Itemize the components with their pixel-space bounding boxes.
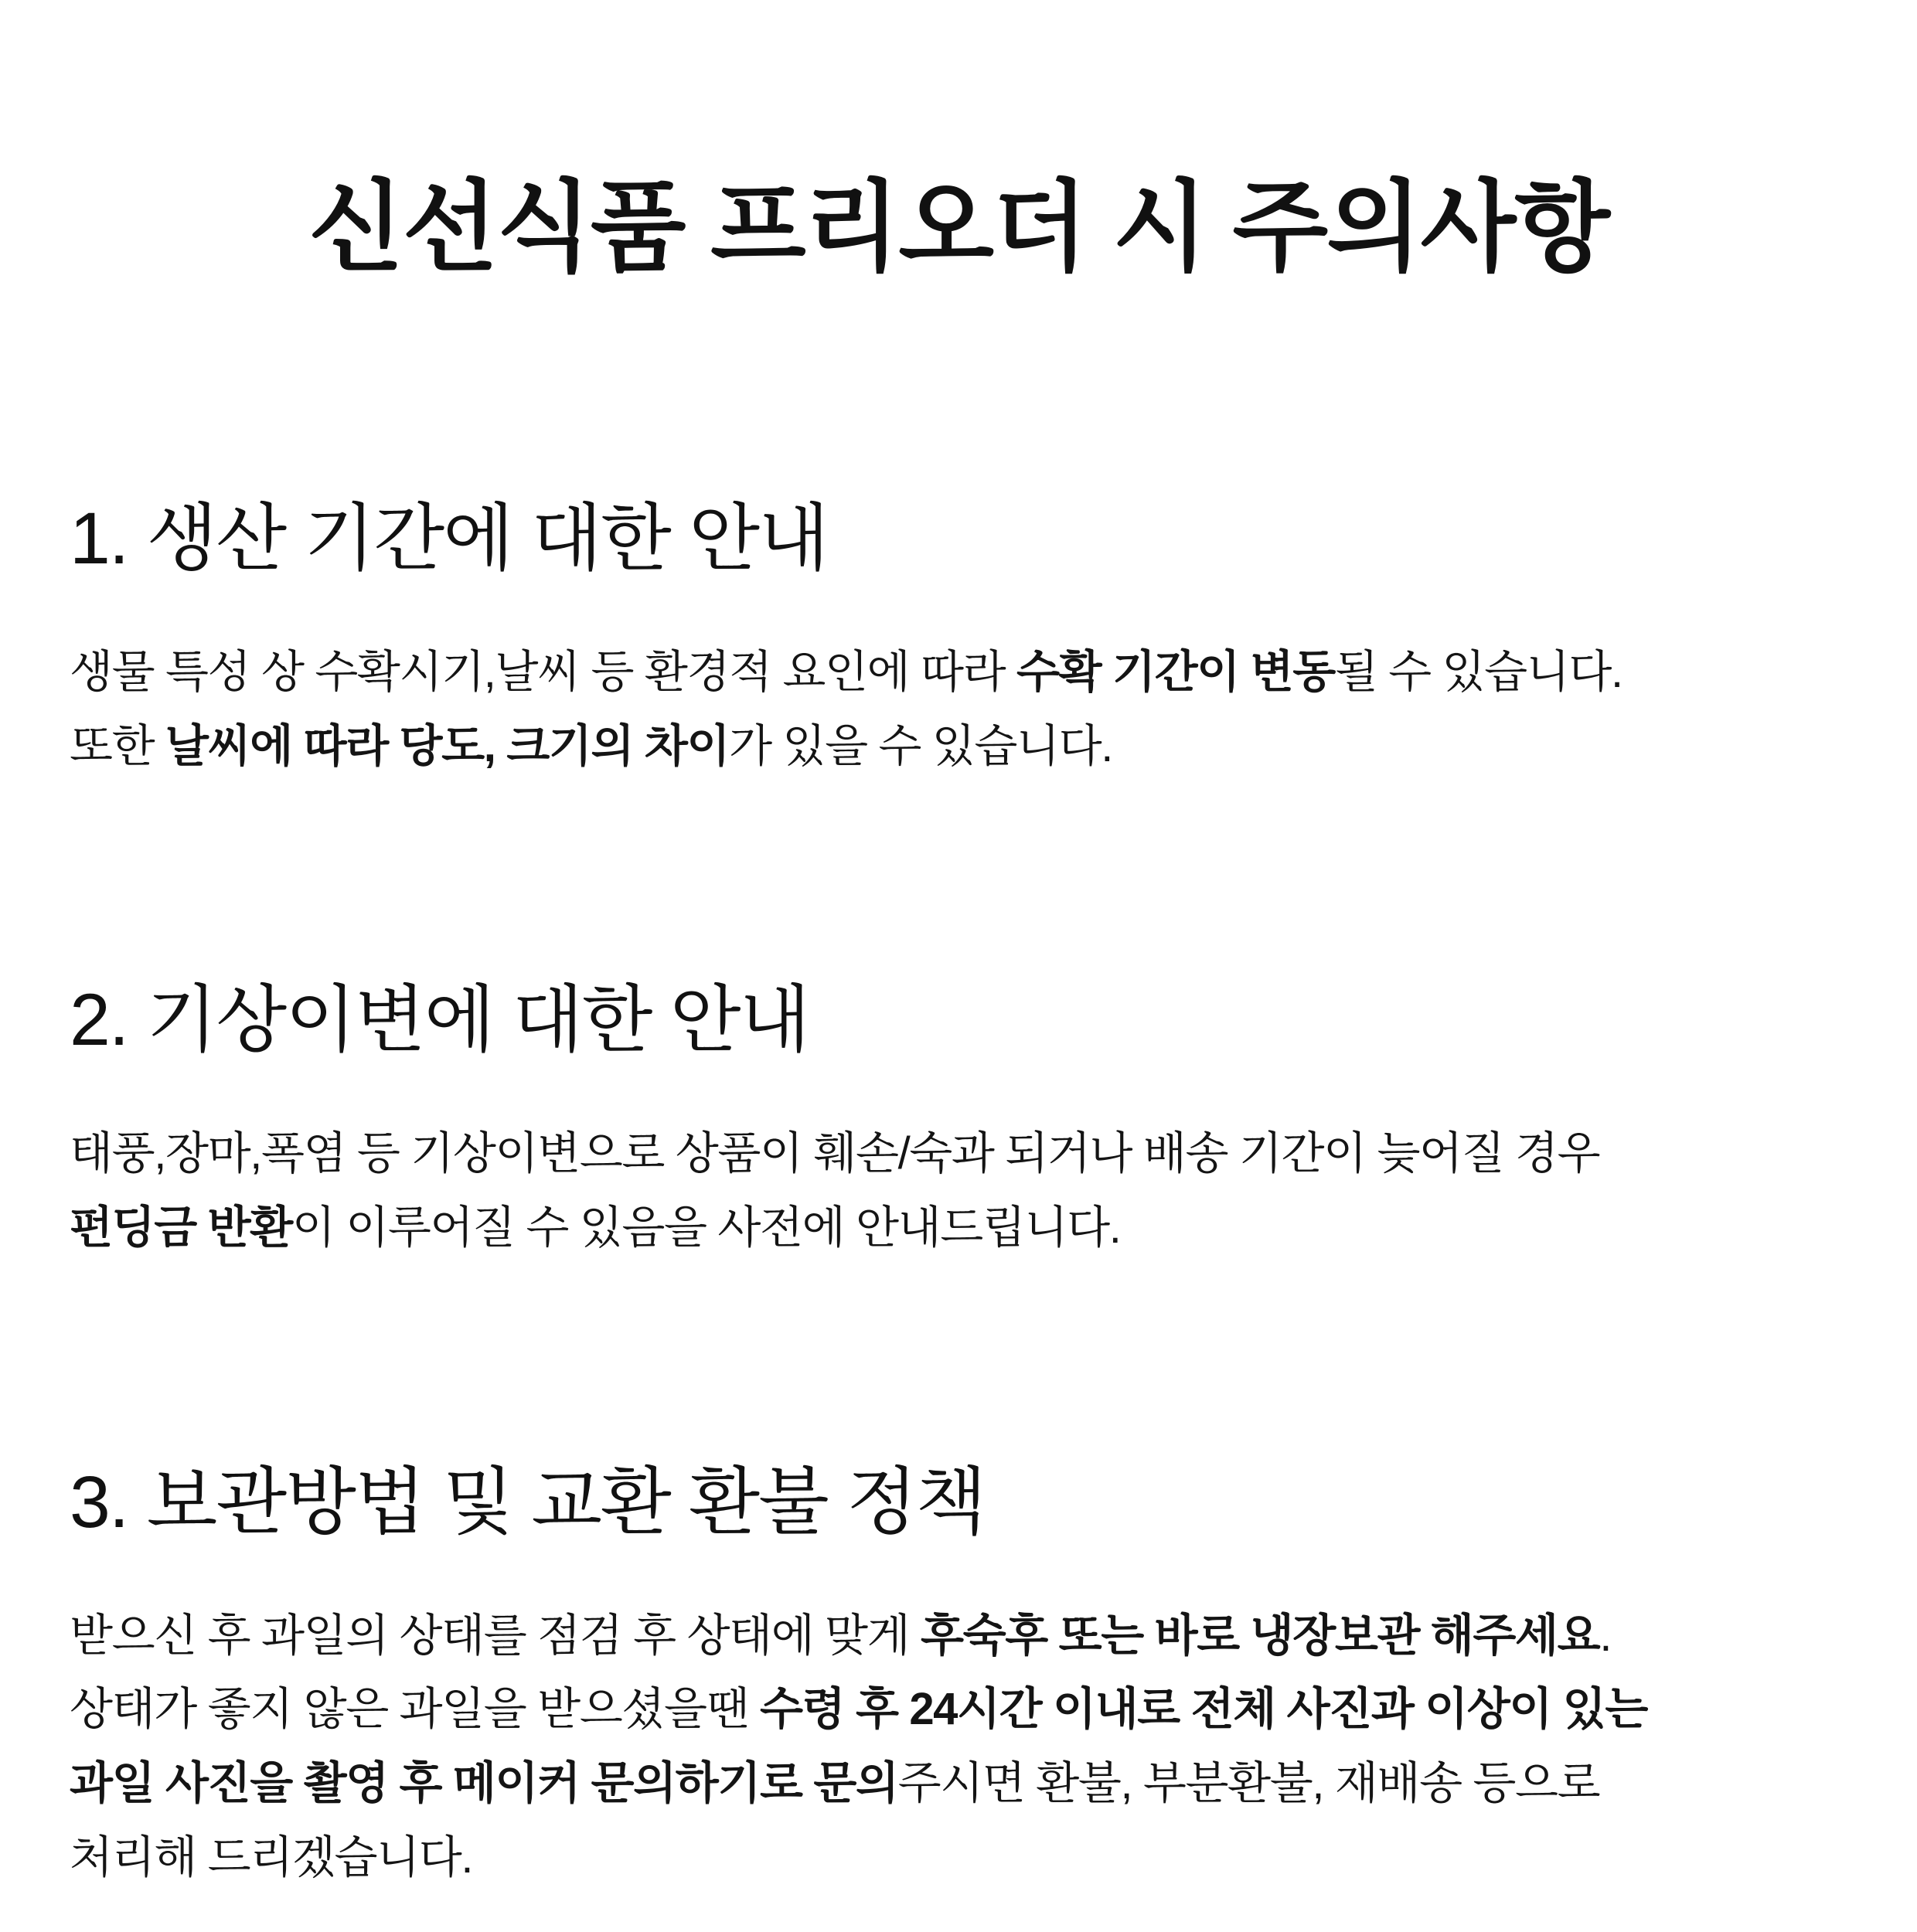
text-line xyxy=(70,1747,1847,1821)
plain-text: 처리해 드리겠습니다. xyxy=(70,1832,473,1883)
text-line xyxy=(70,1821,1847,1895)
text-line xyxy=(70,1191,1847,1265)
plain-text: 생물 특성 상 수확시기,날씨 등 환경적 요인에 따라 xyxy=(70,647,1016,697)
section-weather-anomaly xyxy=(70,783,1847,1264)
plain-text: 태풍,장마,폭염 등 기상이변으로 상품이 훼손/숙과 되거나 배송 기간이 늦어질 경우 xyxy=(70,1128,1600,1179)
section-production-period xyxy=(70,290,1847,783)
section-heading-2: 2. 기상이변에 대한 안내 xyxy=(70,979,809,1062)
text-line xyxy=(70,1599,1847,1673)
emphasis-text: 과일 사진을 촬영 후 메이커 문의하기로 문의 xyxy=(70,1758,898,1809)
text-line xyxy=(70,635,1847,709)
text-line xyxy=(70,1672,1847,1747)
plain-text: 상태가 좋지 않은 과일을 받으셨을땐 xyxy=(70,1684,760,1735)
plain-text: 될 수 있습니다. xyxy=(1334,647,1622,697)
text-line xyxy=(70,709,1847,784)
emphasis-text: 날씨에 따라 당도, 크기의 차이 xyxy=(165,720,730,771)
section-storage-refund-policy xyxy=(70,1265,1847,1895)
plain-text: 또한 xyxy=(70,720,165,771)
section-body-3 xyxy=(70,1554,1847,1895)
plain-text: 이 이루어질 수 있음을 사전에 안내드립니다. xyxy=(291,1202,1121,1253)
emphasis-text: 펀딩금 반환 xyxy=(70,1202,292,1253)
text-line xyxy=(70,1117,1847,1191)
section-heading-1: 1. 생산 기간에 대한 안내 xyxy=(70,498,828,580)
plain-text: 주시면 환불, 부분환불, 재배송 등으로 xyxy=(897,1758,1600,1809)
emphasis-text: 수확 기간이 변동 xyxy=(1016,647,1335,697)
emphasis-text: 후숙후 또는 바로 냉장보관 해주세요 xyxy=(921,1610,1600,1661)
emphasis-text: 수령 후 24시간 이내로 전체 사진과 이상이 있는 xyxy=(760,1684,1648,1735)
section-body-2 xyxy=(70,1072,1847,1264)
page-title: 신선식품 프리오더 시 주의사항 xyxy=(308,172,1609,283)
plain-text: 받으신 후 과일의 상태를 점검 후 상태에 맞게 xyxy=(70,1610,921,1661)
section-heading-3: 3. 보관방법 및 교환 환불 정책 xyxy=(70,1461,986,1543)
plain-text: . xyxy=(1599,1610,1612,1661)
plain-text: 가 있을 수 있습니다. xyxy=(729,720,1112,771)
section-body-1 xyxy=(70,590,1847,783)
